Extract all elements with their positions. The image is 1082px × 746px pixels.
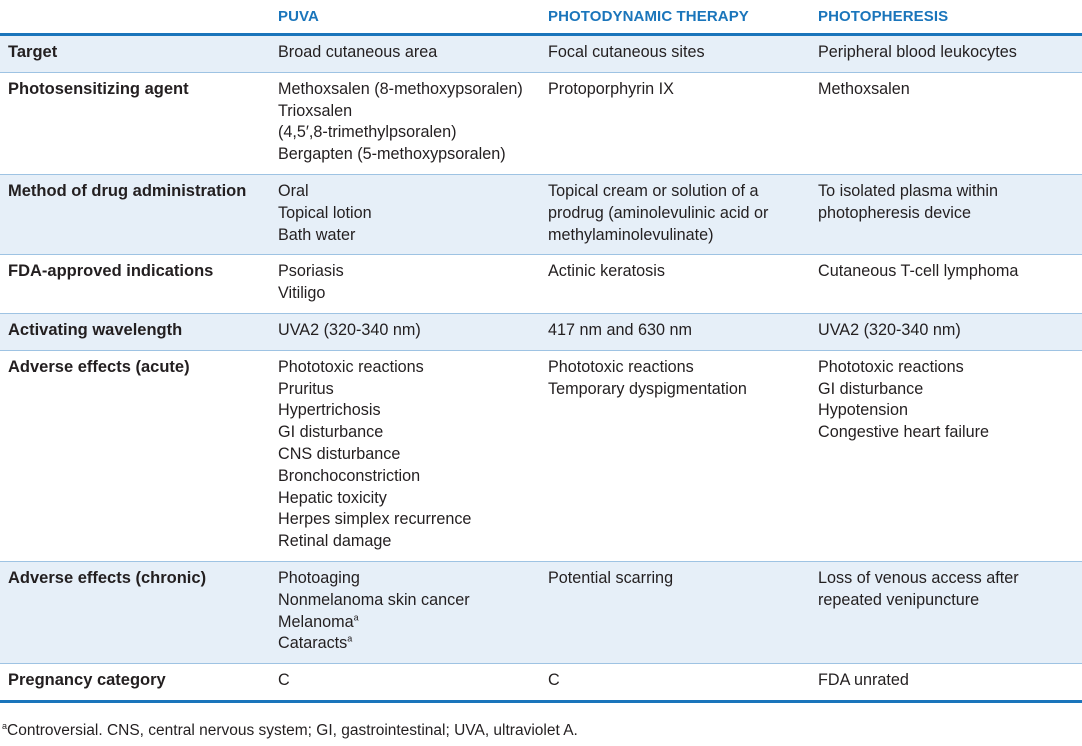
cell-photopheresis: [810, 313, 1082, 350]
row-label: Pregnancy category: [0, 664, 270, 702]
table-row: [0, 255, 1082, 314]
cell-line-text: Oral: [278, 181, 309, 200]
cell-line: [278, 101, 536, 123]
table-row: [0, 350, 1082, 561]
footnote-marker: a: [347, 633, 353, 644]
cell-line: [278, 590, 536, 612]
cell-photopheresis: [810, 72, 1082, 174]
cell-line: [278, 488, 536, 510]
cell-puva: [270, 561, 540, 663]
cell-photopheresis: [810, 35, 1082, 73]
cell-line: [278, 357, 536, 379]
cell-line: [818, 79, 1078, 101]
table-row: [0, 313, 1082, 350]
cell-line-text: Methoxsalen (8-methoxypsoralen): [278, 79, 523, 98]
cell-line: [278, 633, 536, 655]
cell-pdt: [540, 72, 810, 174]
cell-line-text: (4,5′,8-trimethylpsoralen): [278, 123, 457, 142]
cell-line-text: Photoaging: [278, 568, 360, 587]
table-header-row: [0, 0, 1082, 35]
cell-line-text: Loss of venous access after: [818, 568, 1019, 587]
cell-line-text: Hepatic toxicity: [278, 488, 387, 507]
table-row: [0, 35, 1082, 73]
cell-line-text: Melanoma: [278, 612, 354, 631]
cell-puva: [270, 72, 540, 174]
row-label: Photosensitizing agent: [0, 72, 270, 174]
header-photodynamic-therapy: PHOTODYNAMIC THERAPY: [540, 0, 810, 35]
cell-line-text: FDA unrated: [818, 671, 909, 690]
cell-photopheresis: [810, 174, 1082, 254]
cell-line-text: Nonmelanoma skin cancer: [278, 590, 470, 609]
cell-line: [548, 568, 806, 590]
cell-line-text: To isolated plasma within: [818, 181, 998, 200]
cell-line: [818, 400, 1078, 422]
cell-line: [278, 144, 536, 166]
cell-puva: [270, 664, 540, 702]
cell-line-text: Phototoxic reactions: [818, 357, 964, 376]
cell-line-text: CNS disturbance: [278, 444, 401, 463]
cell-line-text: Topical lotion: [278, 203, 372, 222]
cell-line: [278, 320, 536, 342]
cell-line: [548, 320, 806, 342]
cell-line-text: Temporary dyspigmentation: [548, 379, 747, 398]
cell-line: [548, 357, 806, 379]
cell-line-text: Psoriasis: [278, 262, 344, 281]
cell-line-text: Potential scarring: [548, 568, 674, 587]
footnote-text: Controversial. CNS, central nervous system; GI, gastrointestinal; UVA, ultraviolet A.: [7, 722, 578, 739]
cell-pdt: [540, 174, 810, 254]
cell-line-text: repeated venipuncture: [818, 590, 980, 609]
cell-line: [548, 181, 806, 203]
cell-line-text: Bronchoconstriction: [278, 466, 421, 485]
cell-line: [818, 320, 1078, 342]
cell-line: [278, 122, 536, 144]
cell-line-text: C: [278, 671, 290, 690]
cell-line: [548, 203, 806, 225]
cell-line-text: Actinic keratosis: [548, 262, 665, 281]
cell-line-text: GI disturbance: [278, 423, 384, 442]
cell-line-text: Retinal damage: [278, 532, 392, 551]
row-label: Adverse effects (acute): [0, 350, 270, 561]
row-label: Method of drug administration: [0, 174, 270, 254]
cell-pdt: [540, 313, 810, 350]
cell-line: [278, 612, 536, 634]
cell-line-text: Herpes simplex recurrence: [278, 510, 472, 529]
cell-line: [818, 568, 1078, 590]
cell-line: [818, 422, 1078, 444]
header-empty: [0, 0, 270, 35]
table-row: [0, 561, 1082, 663]
cell-line: [818, 670, 1078, 692]
cell-line-text: Protoporphyrin IX: [548, 79, 674, 98]
cell-line-text: UVA2 (320-340 nm): [818, 320, 961, 339]
cell-line: [278, 670, 536, 692]
row-label: Activating wavelength: [0, 313, 270, 350]
cell-line: [278, 379, 536, 401]
cell-line-text: Peripheral blood leukocytes: [818, 43, 1017, 61]
cell-line-text: Phototoxic reactions: [278, 357, 424, 376]
cell-puva: [270, 313, 540, 350]
cell-line-text: Focal cutaneous sites: [548, 43, 705, 61]
cell-line-text: Pruritus: [278, 379, 334, 398]
footnote-marker: a: [353, 612, 359, 623]
cell-line: [278, 509, 536, 531]
cell-line: [818, 261, 1078, 283]
cell-line: [818, 590, 1078, 612]
cell-line: [548, 261, 806, 283]
cell-line: [278, 531, 536, 553]
cell-line-text: Vitiligo: [278, 284, 326, 303]
cell-line-text: prodrug (aminolevulinic acid or: [548, 203, 769, 222]
footnote-marker: a: [2, 720, 8, 731]
row-label: FDA-approved indications: [0, 255, 270, 314]
cell-pdt: [540, 35, 810, 73]
cell-line-text: Phototoxic reactions: [548, 357, 694, 376]
cell-line: [278, 225, 536, 247]
cell-line-text: Hypotension: [818, 401, 908, 420]
cell-line: [278, 568, 536, 590]
cell-line-text: C: [548, 671, 560, 690]
table-row: [0, 174, 1082, 254]
cell-line-text: methylaminolevulinate): [548, 225, 714, 244]
cell-line-text: Bergapten (5-methoxypsoralen): [278, 145, 506, 164]
cell-line-text: Hypertrichosis: [278, 401, 381, 420]
table-footnote: [2, 722, 578, 740]
cell-line: [818, 379, 1078, 401]
cell-line: [818, 357, 1078, 379]
cell-line-text: UVA2 (320-340 nm): [278, 320, 421, 339]
cell-photopheresis: [810, 664, 1082, 702]
cell-line: [278, 42, 536, 64]
cell-pdt: [540, 255, 810, 314]
row-label: Adverse effects (chronic): [0, 561, 270, 663]
table-body: [0, 35, 1082, 702]
table-row: [0, 664, 1082, 702]
cell-photopheresis: [810, 561, 1082, 663]
cell-line-text: Cutaneous T-cell lymphoma: [818, 262, 1019, 281]
cell-line: [548, 225, 806, 247]
cell-line-text: Trioxsalen: [278, 101, 353, 120]
cell-puva: [270, 35, 540, 73]
cell-line-text: Topical cream or solution of a: [548, 181, 759, 200]
header-puva: PUVA: [270, 0, 540, 35]
cell-line-text: Methoxsalen: [818, 79, 910, 98]
cell-puva: [270, 350, 540, 561]
cell-line: [818, 42, 1078, 64]
row-label: Target: [0, 35, 270, 73]
cell-line-text: 417 nm and 630 nm: [548, 320, 692, 339]
cell-line-text: Congestive heart failure: [818, 423, 989, 442]
cell-line: [278, 79, 536, 101]
cell-line: [278, 444, 536, 466]
cell-line: [818, 203, 1078, 225]
cell-line: [278, 422, 536, 444]
header-photopheresis: PHOTOPHERESIS: [810, 0, 1082, 35]
cell-line: [278, 181, 536, 203]
cell-line-text: photopheresis device: [818, 203, 971, 222]
cell-pdt: [540, 561, 810, 663]
cell-line: [548, 670, 806, 692]
cell-photopheresis: [810, 255, 1082, 314]
cell-photopheresis: [810, 350, 1082, 561]
cell-puva: [270, 174, 540, 254]
cell-pdt: [540, 350, 810, 561]
cell-line: [548, 79, 806, 101]
cell-line-text: GI disturbance: [818, 379, 924, 398]
cell-pdt: [540, 664, 810, 702]
cell-line-text: Broad cutaneous area: [278, 43, 438, 61]
cell-line: [278, 261, 536, 283]
cell-line-text: Cataracts: [278, 634, 348, 653]
cell-line: [278, 466, 536, 488]
cell-line: [818, 181, 1078, 203]
cell-line: [278, 283, 536, 305]
cell-puva: [270, 255, 540, 314]
cell-line: [548, 379, 806, 401]
cell-line: [548, 42, 806, 64]
cell-line-text: Bath water: [278, 225, 356, 244]
table-row: [0, 72, 1082, 174]
cell-line: [278, 400, 536, 422]
cell-line: [278, 203, 536, 225]
